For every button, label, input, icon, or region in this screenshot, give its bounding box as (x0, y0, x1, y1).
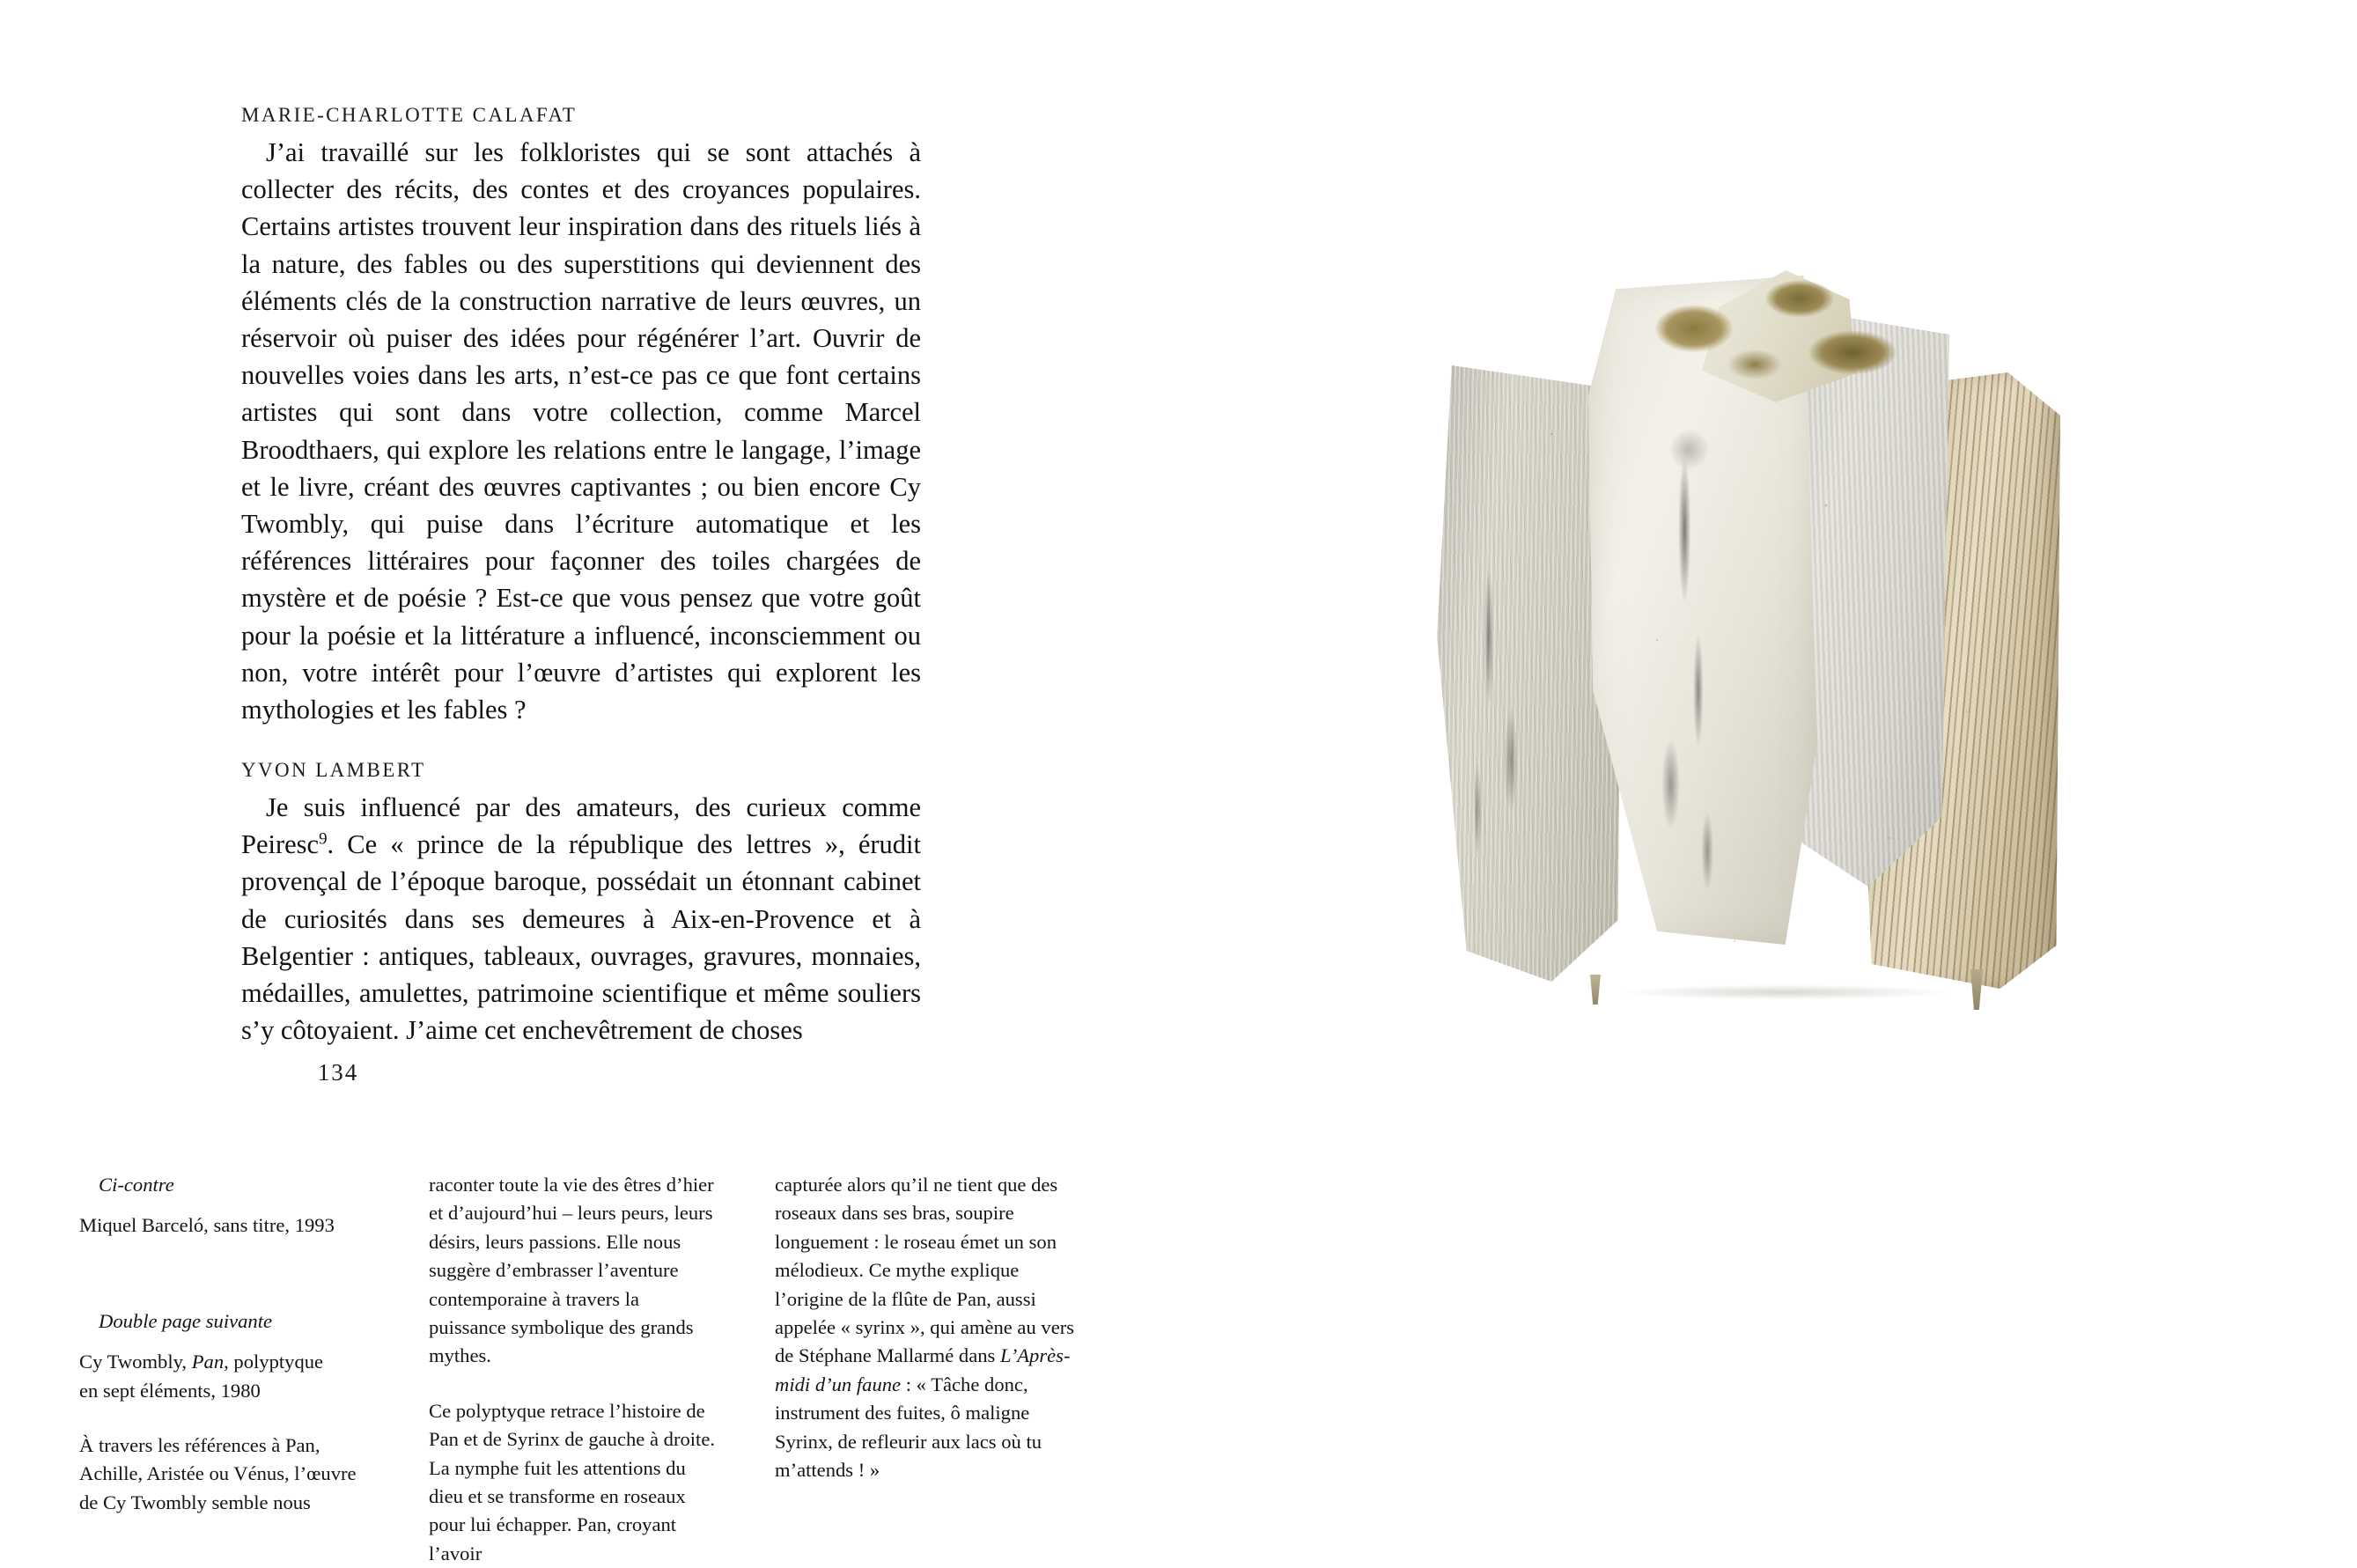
left-text-page (0, 0, 1178, 1566)
caption-credit-barcelo: Miquel Barceló, sans titre, 1993 (79, 1214, 335, 1237)
caption-column-3 (775, 1171, 1079, 1484)
credit-artist-suffix: , polyptyque (224, 1351, 324, 1373)
paragraph-text: J’ai travaillé sur les folkloristes qui se sont attachés à collecter des récits, des contes et des croyances populaires. Certains artistes trouvent leur inspiration dans des rituels liés à la nature, des fables ou des superstitions qui deviennent des éléments clés de la construction narrative de leurs œuvres, un réservoir où puiser des idées pour régénérer l’art. Ouvrir de nouvelles voies dans les arts, n’est-ce pas ce que font certains artistes qui sont dans votre collection, comme Marcel Broodthaers, qui explore les relations entre le langage, l’image et le livre, créant des œuvres captivantes ; ou bien encore Cy Twombly, qui puise dans l’écriture automatique et les références littéraires pour façonner des toiles chargées de mystère et de poésie ? Est-ce que vous pensez que votre goût pour la poésie et la littérature a influencé, inconsciemment ou non, votre intérêt pour l’œuvre d’artistes qui explorent les mythologies et les fables ? (241, 137, 921, 725)
caption-text-after-title: : « Tâche donc, instrument des fuites, ô maligne Syrinx, de refleurir aux lacs où tu m’attends ! » (775, 1373, 1042, 1482)
page-number: 134 (317, 1059, 359, 1086)
caption-block (0, 1171, 1178, 1564)
credit-work-title: Pan (191, 1351, 225, 1373)
speaker-heading-lambert: YVON LAMBERT (241, 759, 426, 781)
caption-column-1 (79, 1171, 361, 1517)
caption-heading-double-page: Double page suivante (99, 1309, 273, 1332)
sculpture-photograph-barcelo (1425, 260, 2129, 1087)
answer-text-before-footnote: Je suis influencé par des amateurs, des curieux comme Peiresc (241, 792, 921, 860)
caption-column-2 (429, 1171, 719, 1568)
caption-spacer (79, 1267, 361, 1307)
answer-text-after-footnote: . Ce « prince de la république des lettres », érudit provençal de l’époque baroque, possédait un étonnant cabinet de curiosités dans ses demeures à Aix-en-Provence et à Belgentier : antiques, tableaux, ouvrages, gravures, monnaies, médailles, amulettes, patrimoine scientifique et même souliers s’y côtoyaient. J’aime cet enchevêtrement de choses (241, 829, 921, 1046)
caption-body-column-2-part-2: Ce polyptyque retrace l’histoire de Pan et de Syrinx de gauche à droite. La nymphe fuit les attentions du dieu et se transforme en roseaux pour lui échapper. Pan, croyant l’avoir (429, 1399, 715, 1564)
interview-answer-calafat (241, 134, 921, 728)
mallarme-work-title: L’Après-midi d’un faune (775, 1344, 1071, 1395)
caption-body-column-1: À travers les références à Pan, Achille, Aristée ou Vénus, l’œuvre de Cy Twombly semble nous (79, 1434, 357, 1513)
interview-answer-lambert (241, 789, 921, 1049)
speaker-heading-calafat: MARIE-CHARLOTTE CALAFAT (241, 104, 578, 126)
caption-body-column-2-part-1: raconter toute la vie des êtres d’hier et d’aujourd’hui – leurs peurs, leurs désirs, leurs passions. Elle nous suggère d’embrasser l’aventure contemporaine à travers la puissance symbolique des grands mythes. (429, 1174, 714, 1367)
caption-heading-ci-contre: Ci-contre (99, 1174, 174, 1196)
right-image-page (1178, 0, 2357, 1566)
sculpture-ground-shadow (1557, 980, 2014, 1005)
caption-body-column-3 (775, 1171, 1079, 1484)
caption-credit-twombly (79, 1348, 361, 1405)
sculpture-top-crest-ochre (1636, 260, 1900, 409)
caption-text-before-title: capturée alors qu’il ne tient que des roseaux dans ses bras, soupire longuement : le roseau émet un son mélodieux. Ce mythe explique l’origine de la flûte de Pan, aussi appelée « syrinx », qui amène au vers de Stéphane Mallarmé dans (775, 1174, 1075, 1367)
credit-elements-year: en sept éléments, 1980 (79, 1379, 261, 1402)
footnote-reference[interactable]: 9 (319, 829, 328, 849)
paragraph-text (241, 789, 921, 1049)
credit-artist-prefix: Cy Twombly, (79, 1351, 192, 1373)
